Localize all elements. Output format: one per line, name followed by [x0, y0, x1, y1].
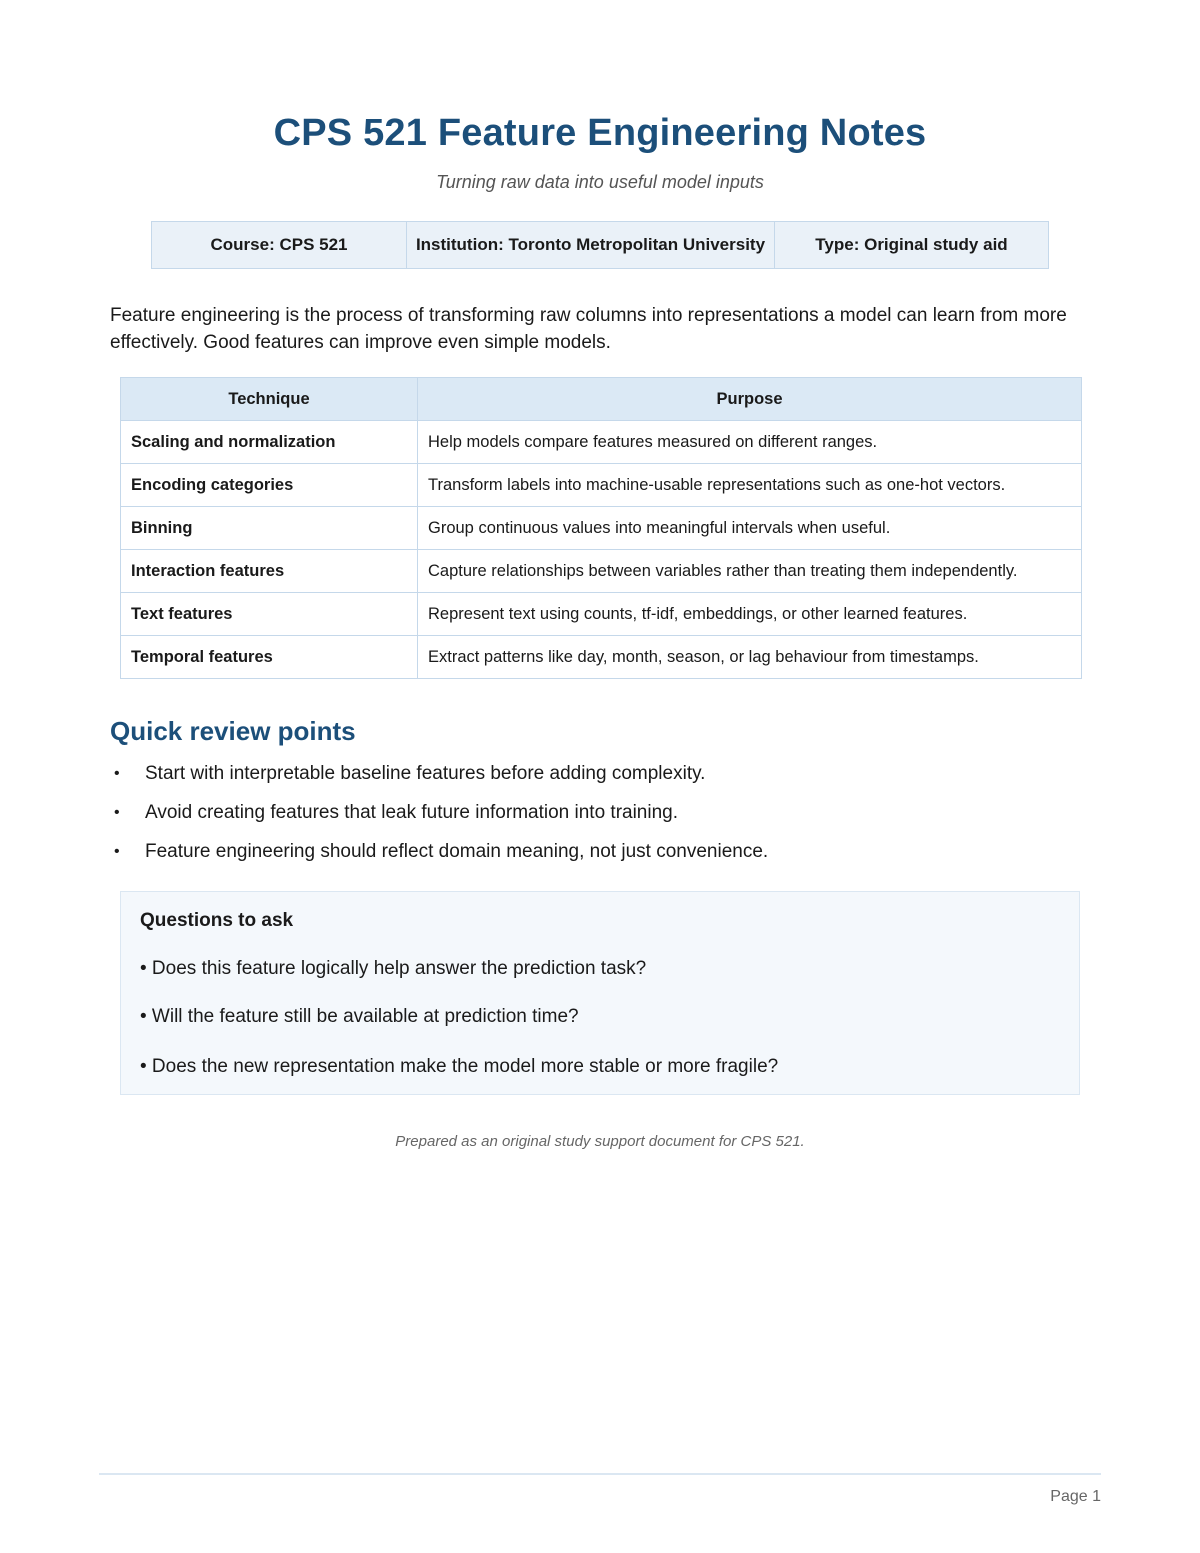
list-item — [110, 760, 768, 799]
list-item — [110, 799, 768, 838]
technique-cell: Scaling and normalization — [121, 421, 418, 464]
technique-cell: Encoding categories — [121, 464, 418, 507]
bullet-icon: • — [114, 843, 120, 860]
question-item: • Does the new representation make the model more stable or more fragile? — [140, 1056, 779, 1077]
purpose-cell: Transform labels into machine-usable representations such as one-hot vectors. — [418, 464, 1082, 507]
questions-callout — [120, 891, 1080, 1095]
purpose-cell: Group continuous values into meaningful intervals when useful. — [418, 507, 1082, 550]
course-cell: Course: CPS 521 — [152, 222, 407, 269]
intro-paragraph: Feature engineering is the process of transforming raw columns into representations a model can learn from more effectively. Good features can improve even simple models. — [110, 305, 1067, 353]
table-row — [121, 421, 1082, 464]
table-row — [121, 636, 1082, 679]
table-row — [121, 464, 1082, 507]
page-number: Page 1 — [1050, 1488, 1101, 1505]
table-row — [121, 507, 1082, 550]
question-item: • Will the feature still be available at prediction time? — [140, 1006, 579, 1027]
list-item-text: Feature engineering should reflect domain meaning, not just convenience. — [145, 841, 769, 862]
list-item-text: Start with interpretable baseline features before adding complexity. — [145, 763, 706, 784]
technique-cell: Interaction features — [121, 550, 418, 593]
institution-cell: Institution: Toronto Metropolitan University — [407, 222, 775, 269]
course-info-table — [151, 221, 1049, 269]
table-row — [121, 593, 1082, 636]
doc-type-cell: Type: Original study aid — [775, 222, 1049, 269]
bullet-icon: • — [114, 765, 120, 782]
footer-note: Prepared as an original study support document for CPS 521. — [395, 1133, 805, 1150]
review-list — [110, 760, 768, 877]
technique-cell: Temporal features — [121, 636, 418, 679]
technique-cell: Text features — [121, 593, 418, 636]
document-title: CPS 521 Feature Engineering Notes — [273, 112, 927, 154]
review-heading: Quick review points — [110, 716, 356, 746]
table-row — [121, 550, 1082, 593]
purpose-header: Purpose — [418, 378, 1082, 421]
purpose-cell: Extract patterns like day, month, season, or lag behaviour from timestamps. — [418, 636, 1082, 679]
purpose-cell: Represent text using counts, tf-idf, embeddings, or other learned features. — [418, 593, 1082, 636]
purpose-cell: Capture relationships between variables rather than treating them independently. — [418, 550, 1082, 593]
footer-divider — [99, 1473, 1101, 1475]
questions-title: Questions to ask — [140, 910, 294, 931]
list-item — [110, 838, 768, 877]
document-subtitle: Turning raw data into useful model inputs — [436, 172, 764, 192]
bullet-icon: • — [114, 804, 120, 821]
list-item-text: Avoid creating features that leak future information into training. — [145, 802, 679, 823]
purpose-cell: Help models compare features measured on different ranges. — [418, 421, 1082, 464]
techniques-table — [120, 377, 1082, 679]
technique-cell: Binning — [121, 507, 418, 550]
technique-header: Technique — [121, 378, 418, 421]
question-item: • Does this feature logically help answer the prediction task? — [140, 958, 647, 979]
